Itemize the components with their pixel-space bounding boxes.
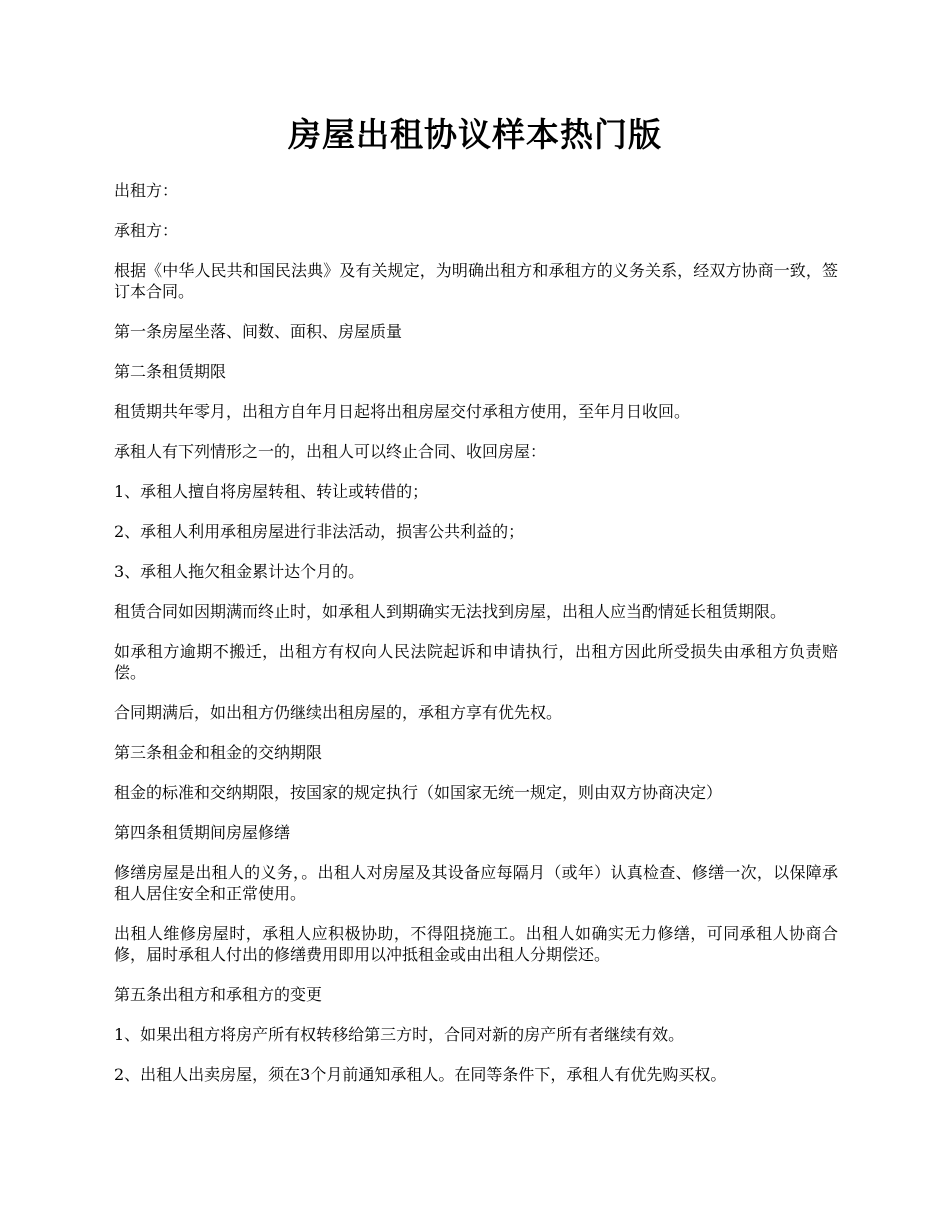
heading-article-2: 第二条租赁期限 — [114, 362, 227, 381]
heading-article-5: 第五条出租方和承租方的变更 — [114, 985, 323, 1004]
paragraph-extension: 租赁合同如因期满而终止时，如承租人到期确实无法找到房屋，出租人应当酌情延长租赁期限。 — [114, 602, 787, 621]
paragraph-lease-term: 租赁期共年零月，出租方自年月日起将出租房屋交付承租方使用，至年月日收回。 — [114, 402, 691, 421]
paragraph-lessor: 出租方： — [114, 181, 179, 200]
paragraph-termination-conditions: 承租人有下列情形之一的，出租人可以终止合同、收回房屋： — [114, 442, 547, 461]
list-item-change-1: 1、如果出租方将房产所有权转移给第三方时，合同对新的房产所有者继续有效。 — [114, 1025, 685, 1044]
list-item-1: 1、承租人擅自将房屋转租、转让或转借的； — [114, 482, 429, 501]
paragraph-repair-duty: 修缮房屋是出租人的义务，。出租人对房屋及其设备应每隔月（或年）认真检查、修缮一次，以保障承租人居住安全和正常使用。 — [114, 863, 838, 903]
document-body — [114, 180, 838, 1104]
document-title: 房屋出租协议样本热门版 — [288, 115, 662, 154]
paragraph-overdue: 如承租方逾期不搬迁，出租方有权向人民法院起诉和申请执行，出租方因此所受损失由承租方负责赔偿。 — [114, 642, 838, 682]
paragraph-lessee: 承租方： — [114, 221, 179, 240]
paragraph-repair-cooperation: 出租人维修房屋时，承租人应积极协助，不得阻挠施工。出租人如确实无力修缮，可同承租人协商合修，届时承租人付出的修缮费用即用以冲抵租金或由出租人分期偿还。 — [114, 924, 838, 964]
heading-article-4: 第四条租赁期间房屋修缮 — [114, 823, 291, 842]
heading-article-1: 第一条房屋坐落、间数、面积、房屋质量 — [114, 322, 403, 341]
list-item-2: 2、承租人利用承租房屋进行非法活动，损害公共利益的； — [114, 522, 525, 541]
paragraph-preamble: 根据《中华人民共和国民法典》及有关规定，为明确出租方和承租方的义务关系，经双方协商一致，签订本合同。 — [114, 261, 838, 301]
heading-article-3: 第三条租金和租金的交纳期限 — [114, 743, 323, 762]
list-item-3: 3、承租人拖欠租金累计达个月的。 — [114, 562, 365, 581]
paragraph-rent-standard: 租金的标准和交纳期限，按国家的规定执行（如国家无统一规定，则由双方协商决定） — [114, 783, 723, 802]
paragraph-priority: 合同期满后，如出租方仍继续出租房屋的，承租方享有优先权。 — [114, 703, 563, 722]
list-item-change-2: 2、出租人出卖房屋，须在3个月前通知承租人。在同等条件下，承租人有优先购买权。 — [114, 1065, 727, 1084]
